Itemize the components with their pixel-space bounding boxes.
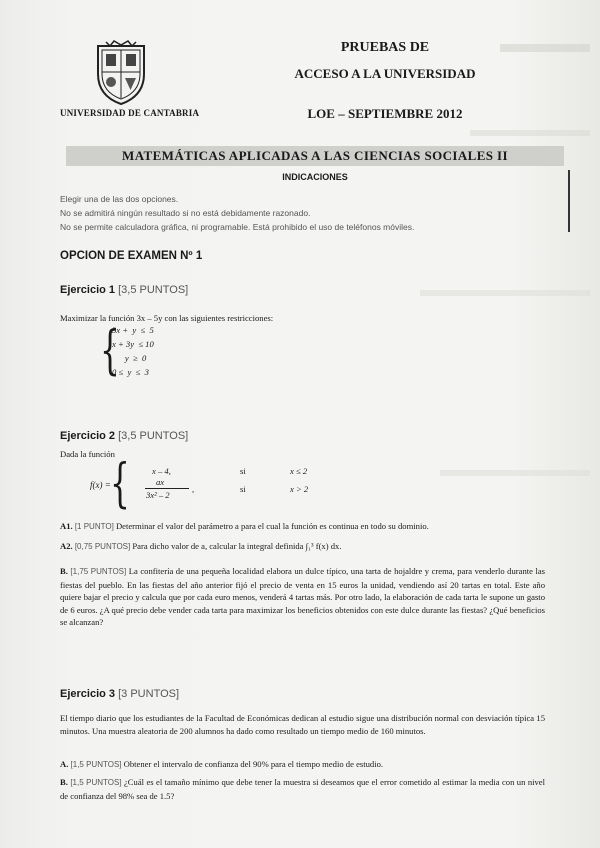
constraint-row: x + 3y ≤ 10 <box>112 339 154 349</box>
exercise-3-a <box>60 758 545 772</box>
piece-2-si: si <box>240 484 246 494</box>
exercise-3-points: [3 PUNTOS] <box>118 688 180 700</box>
exercise-2-b <box>60 565 545 629</box>
exam-session: LOE – SEPTIEMBRE 2012 <box>307 106 463 121</box>
fraction-bar <box>145 488 189 489</box>
left-brace: { <box>110 454 130 514</box>
part-points: [1,5 PUNTOS] <box>70 760 122 769</box>
title-line-1: PRUEBAS DE <box>340 40 430 55</box>
exercise-2-title: Ejercicio 2 <box>60 430 116 442</box>
piece-2-denominator: 3x² – 2 <box>146 490 170 500</box>
part-label: A1. <box>60 521 73 531</box>
part-points: [0,75 PUNTOS] <box>74 542 131 551</box>
indications-side-rule <box>568 170 570 232</box>
exercise-1-title: Ejercicio 1 <box>60 284 116 296</box>
indications-title: INDICACIONES <box>282 172 348 182</box>
part-label: B. <box>60 777 68 787</box>
piecewise-function <box>90 454 390 514</box>
part-text: La confitería de una pequeña localidad elabora un dulce típico, una tarta de hojaldre y crema, para venderlo durante las fiestas del pueblo. En las fiestas del año anterior fijó el precio de venta en 15 euros la unidad, vendiendo así 20 tartas en total. Este año quiere bajar el precio y calcula que por cada euro menos, venderá 4 tartas más. Por otro lado, la elaboración de cada tarta le supone un gasto de 6 euros. ¿A qué precio debe vender cada tarta para maximizar los beneficios obtenidos con este dulce durante las fiestas? ¿Qué beneficios se alcanzan? <box>60 566 546 628</box>
part-text: Determinar el valor del parámetro a para el cual la función es continua en todo su dominio. <box>115 521 429 531</box>
piece-2-comma: , <box>192 484 195 494</box>
part-label: B. <box>60 566 68 576</box>
piece-1-si: si <box>240 466 246 476</box>
title-line-2: ACCESO A LA UNIVERSIDAD <box>294 66 476 81</box>
exercise-2-a2 <box>60 540 545 554</box>
exercise-2-intro: Dada la función <box>60 449 115 459</box>
left-brace: { <box>100 321 120 381</box>
indication-line: No se admitirá ningún resultado si no está debidamente razonado. <box>60 208 311 218</box>
bleed-through-mark <box>470 130 590 136</box>
part-text: Obtener el intervalo de confianza del 90% para el tiempo medio de estudio. <box>123 759 384 769</box>
exercise-3-title: Ejercicio 3 <box>60 688 116 700</box>
bleed-through-mark <box>440 470 590 476</box>
bleed-through-mark <box>500 44 590 52</box>
constraint-system <box>100 321 220 383</box>
subject-title: MATEMÁTICAS APLICADAS A LAS CIENCIAS SOCIALES II <box>122 148 508 163</box>
exercise-1-statement: Maximizar la función 3x – 5y con las siguientes restricciones: <box>60 313 274 323</box>
university-name: UNIVERSIDAD DE CANTABRIA <box>60 108 200 118</box>
exercise-3-heading <box>60 688 179 700</box>
constraint-row: 0 ≤ y ≤ 3 <box>112 367 149 377</box>
exercise-3-b <box>60 776 545 802</box>
piece-1-condition: x ≤ 2 <box>290 466 308 476</box>
exercise-2-heading <box>60 430 188 442</box>
piece-1-expression: x – 4, <box>152 466 171 476</box>
indication-line: No se permite calculadora gráfica, ni programable. Está prohibido el uso de teléfonos móviles. <box>60 222 415 232</box>
exercise-1-points: [3,5 PUNTOS] <box>118 284 189 296</box>
exercise-1-heading <box>60 284 188 296</box>
indication-line: Elegir una de las dos opciones. <box>60 194 179 204</box>
exercise-3-statement: El tiempo diario que los estudiantes de la Facultad de Económicas dedican al estudio sigue una distribución normal con desviación típica 15 minutos. Una muestra aleatoria de 200 alumnos ha dado como resultado un tiempo medio de 160 minutos. <box>60 713 545 736</box>
exercise-2-points: [3,5 PUNTOS] <box>118 430 189 442</box>
piece-2-numerator: ax <box>156 477 165 487</box>
part-label: A2. <box>60 541 73 551</box>
exercise-2-a1 <box>60 520 545 534</box>
part-text: ¿Cuál es el tamaño mínimo que debe tener la muestra si deseamos que el error cometido al estimar la media con un nivel de confianza del 98% sea de 1.5? <box>60 777 545 801</box>
part-points: [1,75 PUNTOS] <box>70 567 127 576</box>
part-points: [1 PUNTO] <box>74 522 114 531</box>
part-label: A. <box>60 759 69 769</box>
constraint-row: y ≥ 0 <box>112 353 147 363</box>
option-title: OPCION DE EXAMEN Nº 1 <box>60 250 203 262</box>
part-text: Para dicho valor de a, calcular la integral definida ∫₁³ f(x) dx. <box>132 541 342 551</box>
university-crest-icon <box>92 40 150 106</box>
bleed-through-mark <box>420 290 590 296</box>
function-label: f(x) = <box>90 480 111 490</box>
part-points: [1,5 PUNTOS] <box>70 778 122 787</box>
piece-2-condition: x > 2 <box>290 484 309 494</box>
constraint-row: 3x + y ≤ 5 <box>112 325 154 335</box>
